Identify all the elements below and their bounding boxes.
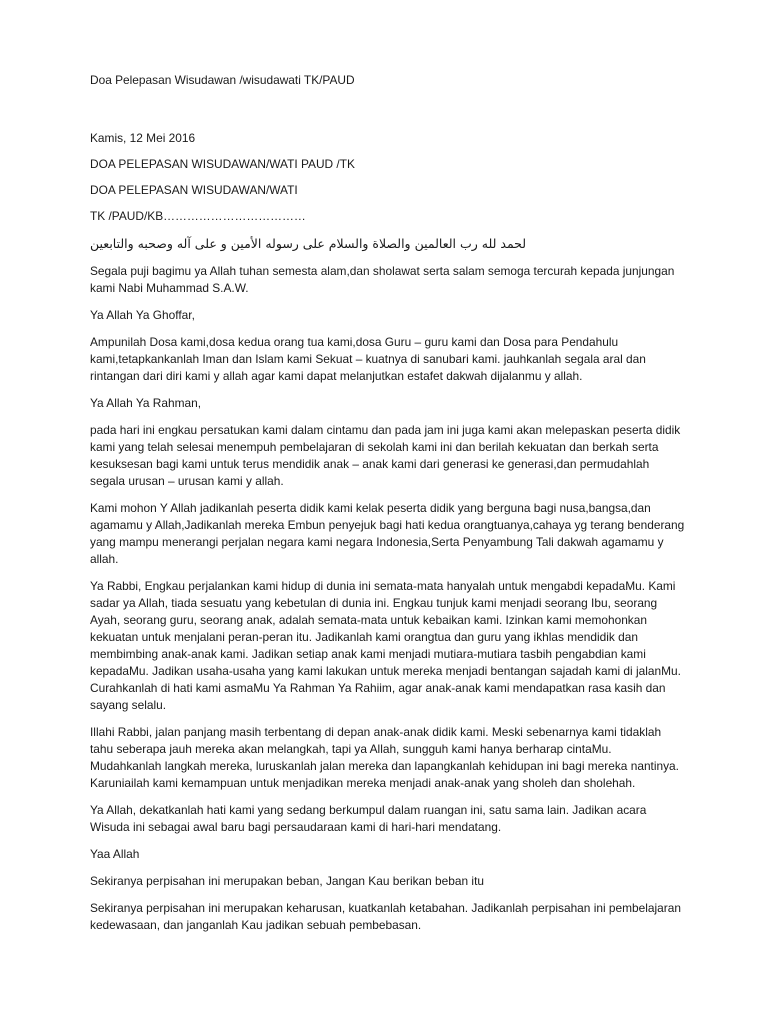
paragraph-12: Sekiranya perpisahan ini merupakan keharusan, kuatkanlah ketabahan. Jadikanlah perpisahan ini pembelajaran kedewasaan, dan janganlah Kau jadikan sebuah pembebasan.	[90, 901, 681, 932]
paragraph-2: Ya Allah Ya Ghoffar,	[90, 308, 195, 322]
heading-line-2: DOA PELEPASAN WISUDAWAN/WATI	[90, 183, 298, 197]
arabic-opening: لحمد لله رب العالمين والصلاة والسلام على رسوله الأمين و على آله وصحبه والتابعين	[90, 236, 527, 251]
heading-line-3: TK /PAUD/KB………………………………	[90, 209, 306, 223]
heading-line-1: DOA PELEPASAN WISUDAWAN/WATI PAUD /TK	[90, 157, 355, 171]
paragraph-11: Sekiranya perpisahan ini merupakan beban, Jangan Kau berikan beban itu	[90, 874, 484, 888]
paragraph-8: Illahi Rabbi, jalan panjang masih terbentang di depan anak-anak didik kami. Meski sebenarnya kami tidaklah tahu seberapa jauh mereka akan melangkah, tapi ya Allah, sungguh kami hanya berharap cintaMu. Mudahkanlah langkah mereka, luruskanlah jalan mereka dan lapangkanlah kehidupan ini bagi mereka nantinya. Karuniailah kami kemampuan untuk menjadikan mereka menjadi anak-anak yang sholeh dan sholehah.	[90, 725, 679, 790]
paragraph-7: Ya Rabbi, Engkau perjalankan kami hidup di dunia ini semata-mata hanyalah untuk mengabdi kepadaMu. Kami sadar ya Allah, tiada sesuatu yang kebetulan di dunia ini. Engkau tunjuk kami menjadi seorang Ibu, seorang Ayah, seorang guru, seorang anak, adalah semata-mata untuk kebaikan kami. Izinkan kami memohonkan kekuatan untuk menjalani peran-peran itu. Jadikanlah kami orangtua dan guru yang ikhlas mendidik dan membimbing anak-anak kami. Jadikan setiap anak kami menjadi mutiara-mutiara tasbih pengabdian kami kepadaMu. Jadikan usaha-usaha yang kami lakukan untuk mereka menjadi bentangan sajadah kami di jalanMu. Curahkanlah di hati kami asmaMu Ya Rahman Ya Rahiim, agar anak-anak kami mendapatkan rasa kasih dan sayang selalu.	[90, 579, 681, 712]
paragraph-1: Segala puji bagimu ya Allah tuhan semesta alam,dan sholawat serta salam semoga tercurah kepada junjungan kami Nabi Muhammad S.A.W.	[90, 264, 675, 295]
paragraph-10: Yaa Allah	[90, 847, 140, 861]
document-title: Doa Pelepasan Wisudawan /wisudawati TK/PAUD	[90, 73, 355, 87]
paragraph-5: pada hari ini engkau persatukan kami dalam cintamu dan pada jam ini juga kami akan melepaskan peserta didik kami yang telah selesai menempuh pembelajaran di sekolah kami ini dan berilah kekuatan dan berkah serta kesuksesan bagi kami untuk terus mendidik anak – anak kami dari generasi ke generasi,dan permudahlah segala urusan – urusan kami y allah.	[90, 423, 681, 488]
paragraph-3: Ampunilah Dosa kami,dosa kedua orang tua kami,dosa Guru – guru kami dan Dosa para Pendahulu kami,tetapkankanlah Iman dan Islam kami Sekuat – kuatnya di sanubari kami. jauhkanlah segala aral dan rintangan dari diri kami y allah agar kami dapat melanjutkan estafet dakwah dijalanmu y allah.	[90, 335, 646, 383]
paragraph-4: Ya Allah Ya Rahman,	[90, 396, 202, 410]
paragraph-9: Ya Allah, dekatkanlah hati kami yang sedang berkumpul dalam ruangan ini, satu sama lain. Jadikan acara Wisuda ini sebagai awal baru bagi persaudaraan kami di hari-hari mendatang.	[90, 803, 647, 834]
paragraph-6: Kami mohon Y Allah jadikanlah peserta didik kami kelak peserta didik yang berguna bagi nusa,bangsa,dan agamamu y Allah,Jadikanlah mereka Embun penyejuk bagi hati kedua orangtuanya,cahaya yg terang benderang yang mampu menerangi perjalan negara kami negara Indonesia,Serta Penyambung Tali dakwah agamamu y allah.	[90, 501, 685, 566]
document-date: Kamis, 12 Mei 2016	[90, 131, 196, 145]
